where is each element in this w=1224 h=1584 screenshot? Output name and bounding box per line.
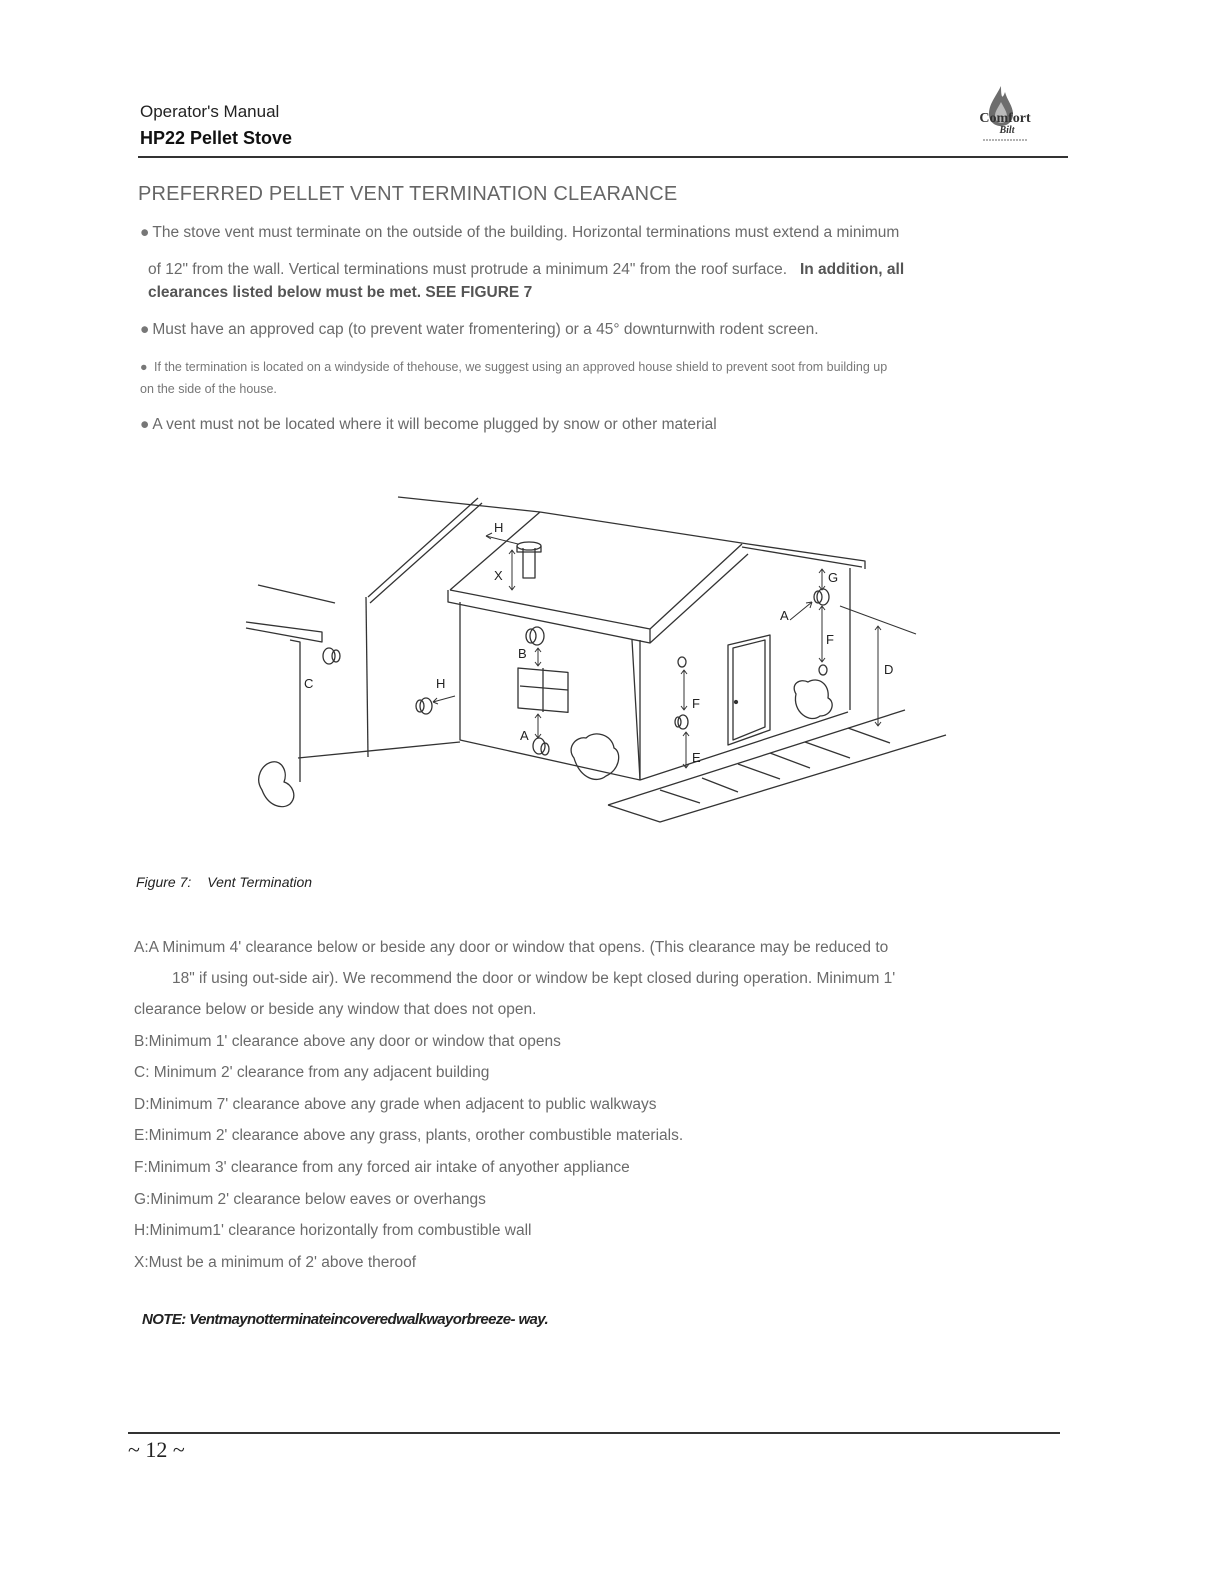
clearance-x: X:Must be a minimum of 2' above theroof [134,1254,417,1271]
logo-text-1: Comfort [979,111,1031,126]
bullet-3-line-2: on the side of the house. [140,382,277,396]
clearance-h: H:Minimum1' clearance horizontally from combustible wall [134,1222,532,1239]
bullet-1-line-1: ● The stove vent must terminate on the outside of the building. Horizontal terminations must extend a minimum [140,224,900,241]
label-f-mid: F [692,696,700,711]
logo-text-2: Bilt [999,125,1015,136]
label-h-top: H [494,520,504,535]
header-divider [138,156,1068,158]
clearance-a-line-3: clearance below or beside any window that does not open. [134,1001,537,1018]
label-g: G [828,570,839,585]
label-b: B [518,646,527,661]
label-h-left: H [436,676,446,691]
label-c: C [304,676,314,691]
page-number: ~ 12 ~ [128,1437,185,1462]
note: NOTE: Ventmaynotterminateincoveredwalkwayorbreeze- way. [142,1311,549,1328]
label-a-bottom: A [520,728,529,743]
clearance-b: B:Minimum 1' clearance above any door or window that opens [134,1033,561,1050]
label-x: X [494,568,503,583]
figure-caption: Figure 7: Vent Termination [136,874,313,890]
clearance-a-line-2: 18" if using out-side air). We recommend the door or window be kept closed during operation. Minimum 1' [172,970,896,987]
model-title: HP22 Pellet Stove [140,128,293,148]
clearance-a-line-1: A:A Minimum 4' clearance below or beside any door or window that opens. (This clearance may be reduced to [134,939,889,956]
clearance-c: C: Minimum 2' clearance from any adjacent building [134,1064,490,1081]
label-e: E [692,750,701,765]
flame-logo-icon [955,78,1055,148]
clearance-e: E:Minimum 2' clearance above any grass, plants, orother combustible materials. [134,1127,684,1144]
label-d: D [884,662,894,677]
label-f-right: F [826,632,834,647]
clearance-g: G:Minimum 2' clearance below eaves or overhangs [134,1191,486,1208]
vent-termination-figure [235,490,955,830]
bullet-3-line-1: ● If the termination is located on a windyside of thehouse, we suggest using an approved house shield to prevent soot from building up [140,360,888,374]
footer-divider [128,1432,1060,1434]
bullet-1-line-2: of 12" from the wall. Vertical terminations must protrude a minimum 24" from the roof surface. In addition, all [148,261,905,278]
clearance-f: F:Minimum 3' clearance from any forced air intake of anyother appliance [134,1159,630,1176]
label-a-right: A [780,608,789,623]
bullet-1-line-3: clearances listed below must be met. SEE FIGURE 7 [148,284,533,301]
manual-label: Operator's Manual [140,102,280,121]
section-title: PREFERRED PELLET VENT TERMINATION CLEARANCE [138,183,678,205]
bullet-4: ● A vent must not be located where it will become plugged by snow or other material [140,416,717,433]
clearance-d: D:Minimum 7' clearance above any grade when adjacent to public walkways [134,1096,657,1113]
bullet-2: ● Must have an approved cap (to prevent water fromentering) or a 45° downturnwith rodent screen. [140,321,819,338]
